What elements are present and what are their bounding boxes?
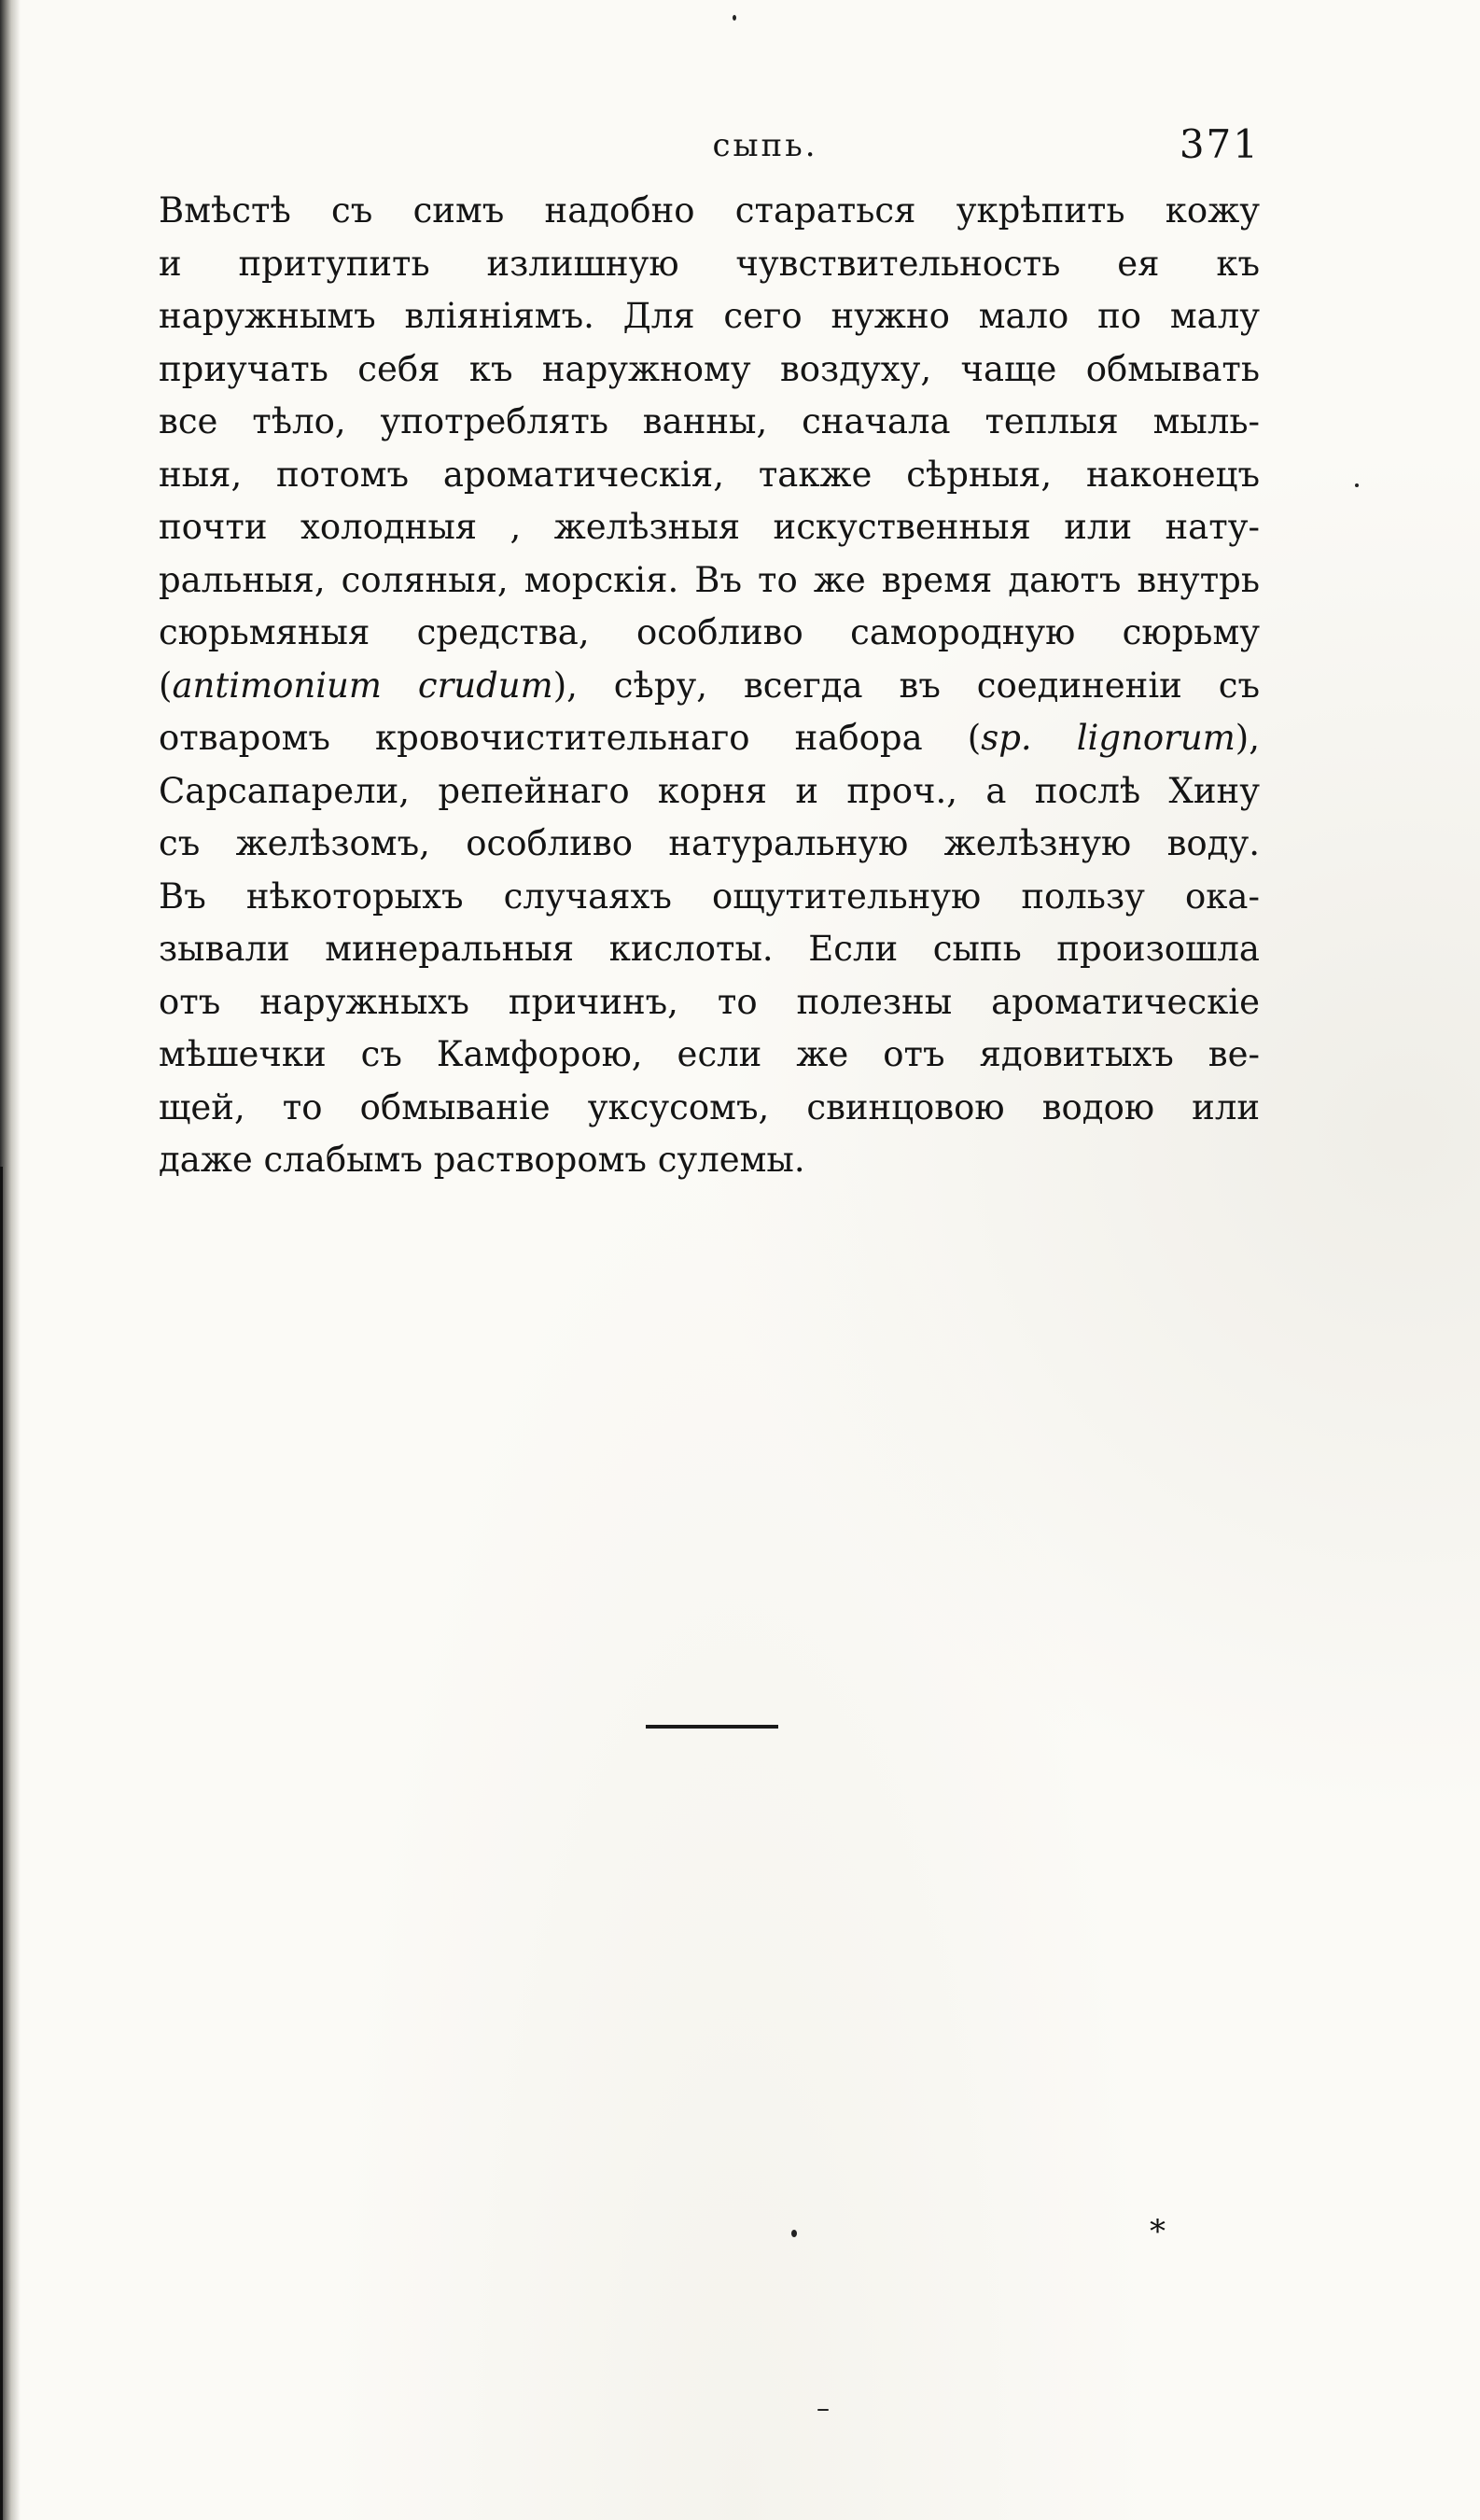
text-segment: ( [159, 665, 173, 706]
text-segment: ), [1235, 718, 1260, 758]
text-line [159, 712, 1260, 765]
text-segment: даже слабымъ растворомъ сулемы. [159, 1140, 805, 1180]
end-rule [646, 1725, 778, 1729]
text-segment: щей, то обмываніе уксусомъ, свинцовою водою или [159, 1086, 1260, 1127]
text-line [159, 660, 1260, 713]
text-segment: ), сѣру, всегда въ соединеніи съ [552, 665, 1260, 706]
text-line [159, 765, 1260, 819]
text-line [159, 1029, 1260, 1082]
ink-speck [1355, 483, 1359, 487]
text-line [159, 449, 1260, 502]
text-line [159, 290, 1260, 343]
text-line [159, 343, 1260, 397]
running-header [159, 121, 1260, 177]
text-segment: сюрьмяныя средства, особливо самородную сюрьму [159, 612, 1260, 652]
text-segment: наружнымъ вліяніямъ. Для сего нужно мало по малу [159, 296, 1260, 336]
text-line [159, 607, 1260, 660]
text-line-last [159, 1134, 1260, 1187]
text-line [159, 501, 1260, 554]
ink-speck [817, 2409, 829, 2411]
body-paragraph [159, 185, 1260, 1187]
latin-term: sp. lignorum [981, 718, 1236, 758]
text-line [159, 923, 1260, 976]
text-segment: почти холодныя , желѣзныя искуственныя или нату- [159, 507, 1260, 547]
page-number: 371 [1179, 121, 1260, 167]
running-title: сыпь. [712, 127, 818, 164]
text-line [159, 396, 1260, 449]
text-line [159, 1082, 1260, 1135]
signature-mark: * [1150, 2213, 1166, 2250]
text-segment: зывали минеральныя кислоты. Если сыпь произошла [159, 929, 1260, 969]
text-segment: отъ наружныхъ причинъ, то полезны ароматическіе [159, 981, 1260, 1022]
text-line [159, 818, 1260, 871]
text-segment: ныя, потомъ ароматическія, также сѣрныя, наконецъ [159, 454, 1260, 495]
text-line [159, 554, 1260, 608]
text-line [159, 238, 1260, 291]
text-segment: отваромъ кровочистительнаго набора ( [159, 718, 982, 758]
text-segment: съ желѣзомъ, особливо натуральную желѣзную воду. [159, 823, 1260, 863]
text-segment: и притупить излишную чувствительность ея къ [159, 243, 1260, 284]
text-segment: ральныя, соляныя, морскія. Въ то же время даютъ внутрь [159, 559, 1260, 600]
binding-shadow [0, 0, 21, 2520]
text-segment: Въ нѣкоторыхъ случаяхъ ощутительную пользу ока- [159, 875, 1260, 917]
latin-term: antimonium crudum [172, 665, 553, 706]
text-line [159, 185, 1260, 238]
text-segment: мѣшечки съ Камфорою, если же отъ ядовитыхъ ве- [159, 1034, 1260, 1074]
text-segment: Сарсапарели, репейнаго корня и проч., а послѣ Хину [159, 770, 1260, 811]
ink-speck [791, 2230, 797, 2237]
text-segment: Вмѣстѣ съ симъ надобно стараться укрѣпить кожу [159, 190, 1260, 231]
text-segment: приучать себя къ наружному воздуху, чаще обмывать [159, 348, 1260, 389]
binding-edge-line [0, 1167, 3, 2520]
ink-speck [733, 15, 736, 21]
text-segment: все тѣло, употреблять ванны, сначала теплыя мыль- [159, 401, 1260, 441]
text-line [159, 976, 1260, 1029]
text-line [159, 871, 1260, 924]
